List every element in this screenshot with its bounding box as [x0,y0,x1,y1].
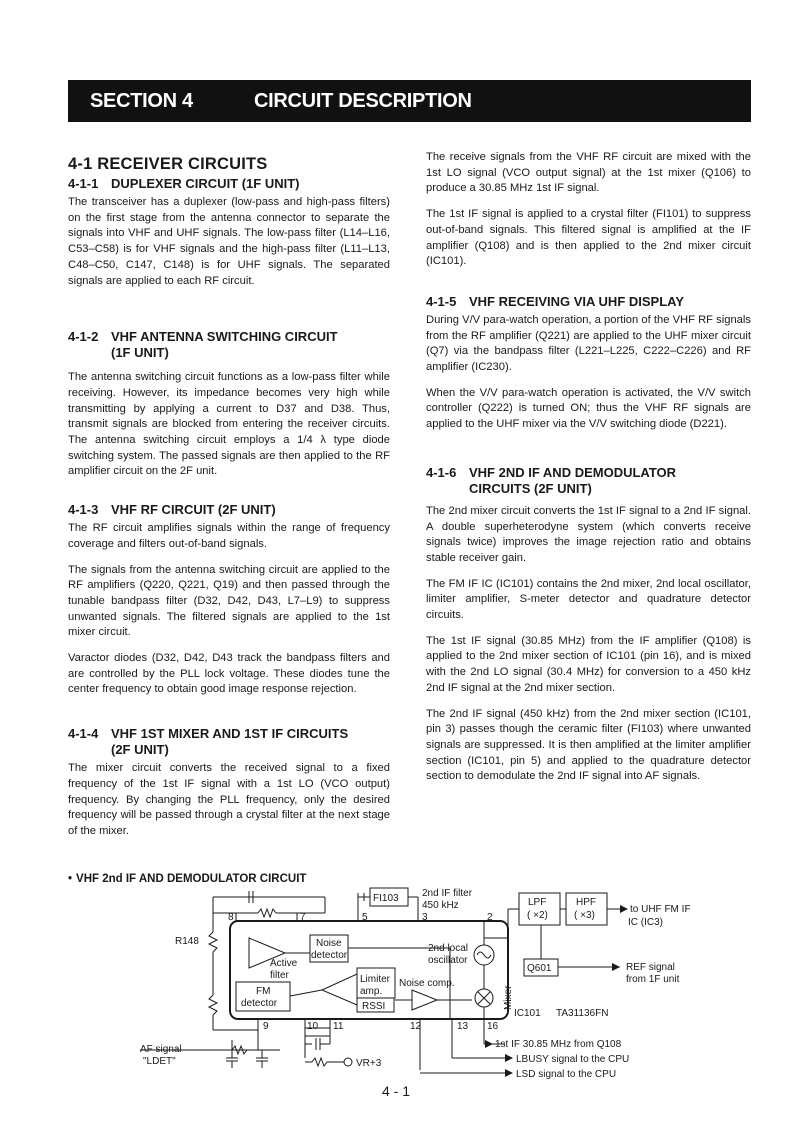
pin-7: 7 [300,912,306,923]
vr3-label: VR+3 [356,1058,382,1069]
pin-10: 10 [307,1021,319,1032]
lpf-sub: ( ×2) [527,910,548,921]
mixer-label: Mixer [503,985,514,1010]
active-filter-1: Active [270,958,298,969]
uhf-out-2: IC (IC3) [628,917,663,928]
lpf-label: LPF [528,897,547,908]
fi103-label: FI103 [373,893,399,904]
output-lsd: LSD signal to the CPU [516,1069,617,1080]
oscillator-1: 2nd local [428,943,469,954]
uhf-display-heading: 4-1-5 VHF RECEIVING VIA UHF DISPLAY [426,293,685,309]
ref-label-2: from 1F unit [626,974,680,985]
ic101-label: IC101 [514,1008,541,1019]
rssi-label: RSSI [362,1001,386,1012]
second-if-heading: 4-1-6 VHF 2ND IF AND DEMODULATOR CIRCUITS (2F UNIT) [426,464,677,496]
uhf-out-1: to UHF FM IF [630,904,691,915]
hpf-label: HPF [576,897,596,908]
vhf-mixer-body-2: The receive signals from the VHF RF circuit are mixed with the 1st LO signal (VCO output signal) at the 1st mixer (Q106) to produce a 30.85 MHz 1st IF signal. [426,151,751,195]
r148-label: R148 [175,936,199,947]
vhf-mixer-body-1: The mixer circuit converts the received signal to a fixed frequency of the 1st IF signal with a 1st LO (VCO output) frequency. By changing the PLL frequency, only the desired frequency will be passed through a crystal filter at the next stage of the mixer. [68,762,390,837]
pin-13: 13 [457,1021,469,1032]
filter-label-1: 2nd IF filter [422,888,473,899]
fm-detector-2: detector [241,998,278,1009]
vhf-mixer-body-3: The 1st IF signal is applied to a crystal filter (FI101) to suppress out-of-band signals. This filtered signal is amplified at the IF amplifier (Q108) and is then applied to the 2nd mixer circuit (IC101). [426,208,751,268]
output-1st-if: 1st IF 30.85 MHz from Q108 [495,1039,622,1050]
antenna-switching-heading: 4-1-2 VHF ANTENNA SWITCHING CIRCUIT (1F UNIT) [68,329,338,361]
pin-12: 12 [410,1021,422,1032]
fm-detector-1: FM [256,986,271,997]
limiter-1: Limiter [360,974,391,985]
section-number: SECTION 4 [90,90,193,112]
receiver-circuits-heading: 4-1 RECEIVER CIRCUITS [68,155,268,173]
antenna-switching-body: The antenna switching circuit functions as a low-pass filter while receiving. However, its impedance becomes very high while transmitting by applying a current to D37 and D38. Thus, transmit signals are blocked from entering the receiver circuits. The antenna switching circuit employs a 1/4 λ type diode switching system. The passed signals are then applied to the RF amplifier circuit on the 2F unit. [68,371,390,478]
duplexer-heading: 4-1-1 DUPLEXER CIRCUIT (1F UNIT) [68,176,300,191]
second-if-body-3: The 1st IF signal (30.85 MHz) from the IF amplifier (Q108) is applied to the 2nd mixer section of IC101 (pin 16), and is mixed with the 2nd LO signal (30.4 MHz) for conversion to a 450 kHz 2nd IF signal at the 2nd mixer section. [426,634,751,694]
uhf-display-body-1: During V/V para-watch operation, a portion of the VHF RF signals from the RF amplifier (Q221) are applied to the UHF mixer circuit (Q7) via the bandpass filter (L221–L225, C222–C226) and RF amplifier (IC230). [426,313,751,374]
vhf-rf-heading: 4-1-3 VHF RF CIRCUIT (2F UNIT) [68,502,276,518]
second-if-body-2: The FM IF IC (IC101) contains the 2nd mixer, 2nd local oscillator, limiter amplifier, S-meter detector and quadrature detector circuits. [426,577,751,622]
noise-detector-2: detector [311,950,348,961]
pin-8: 8 [228,912,234,923]
pin-2: 2 [487,912,493,923]
oscillator-2: oscillator [428,955,468,966]
vhf-mixer-heading: 4-1-4 VHF 1ST MIXER AND 1ST IF CIRCUITS (2F UNIT) [68,726,349,758]
noise-comp-label: Noise comp. [399,978,455,989]
pin-3: 3 [422,912,428,923]
vhf-rf-body-3: Varactor diodes (D32, D42, D43 track the bandpass filters and are controlled by the PLL lock voltage. These diodes tune the center frequency to obtain good image response rejection. [68,652,390,696]
pin-11: 11 [333,1021,344,1032]
uhf-display-body-2: When the V/V para-watch operation is activated, the V/V switch controller (Q222) is turned ON; thus the VHF RF signals are applied to the UHF mixer via the V/V switching diode (D221). [426,386,751,431]
ic-type-label: TA31136FN [556,1008,609,1019]
vhf-rf-body-1: The RF circuit amplifies signals within the range of frequency coverage and filters out-of-band signals. [68,522,390,550]
af-label-2: "LDET" [143,1056,176,1067]
filter-label-2: 450 kHz [422,900,459,911]
limiter-2: amp. [360,986,383,997]
second-if-body-4: The 2nd IF signal (450 kHz) from the 2nd mixer section (IC101, pin 3) passes though the ceramic filter (FI103) where unwanted signals are suppressed. It is then amplified at the limiter amplifier section (IC101, pin 5) and applied to the quadrature detector section to demodulate the 2nd IF signal into AF signals. [426,707,751,783]
second-if-body-1: The 2nd mixer circuit converts the 1st IF signal to a 2nd IF signal. A double superheterodyne system (which converts receive signals twice) improves the image rejection ratio and obtains stable receiver gain. [426,504,751,564]
vhf-rf-body-2: The signals from the antenna switching circuit are applied to the RF amplifiers (Q220, Q221, Q19) and then passed through the tunable bandpass filter (D32, D42, D43, L7–L9) to suppress unwanted signals. The filtered signals are applied to the 1st mixer circuit. [68,563,390,639]
q601-label: Q601 [527,963,552,974]
duplexer-body: The transceiver has a duplexer (low-pass and high-pass filters) on the first stage from the antenna connector to separate the signals into VHF and UHF signals. The low-pass filter (L14–L16, C53–C58) is for VHF signals and the high-pass filter (L11–L13, C48–C50, C147, C148) is for UHF signals. The separated signals are applied to each RF circuit. [68,196,390,287]
hpf-sub: ( ×3) [574,910,595,921]
page-number: 4 - 1 [382,1083,411,1099]
pin-16: 16 [487,1021,499,1032]
active-filter-2: filter [270,970,289,981]
pin-5: 5 [362,912,368,923]
af-label-1: AF signal [140,1044,182,1055]
section-title: CIRCUIT DESCRIPTION [254,90,472,112]
diagram-title: • VHF 2nd IF AND DEMODULATOR CIRCUIT [68,873,307,885]
output-lbusy: LBUSY signal to the CPU [516,1054,630,1065]
pin-9: 9 [263,1021,269,1032]
noise-detector-1: Noise [316,938,342,949]
ref-label-1: REF signal [626,962,675,973]
